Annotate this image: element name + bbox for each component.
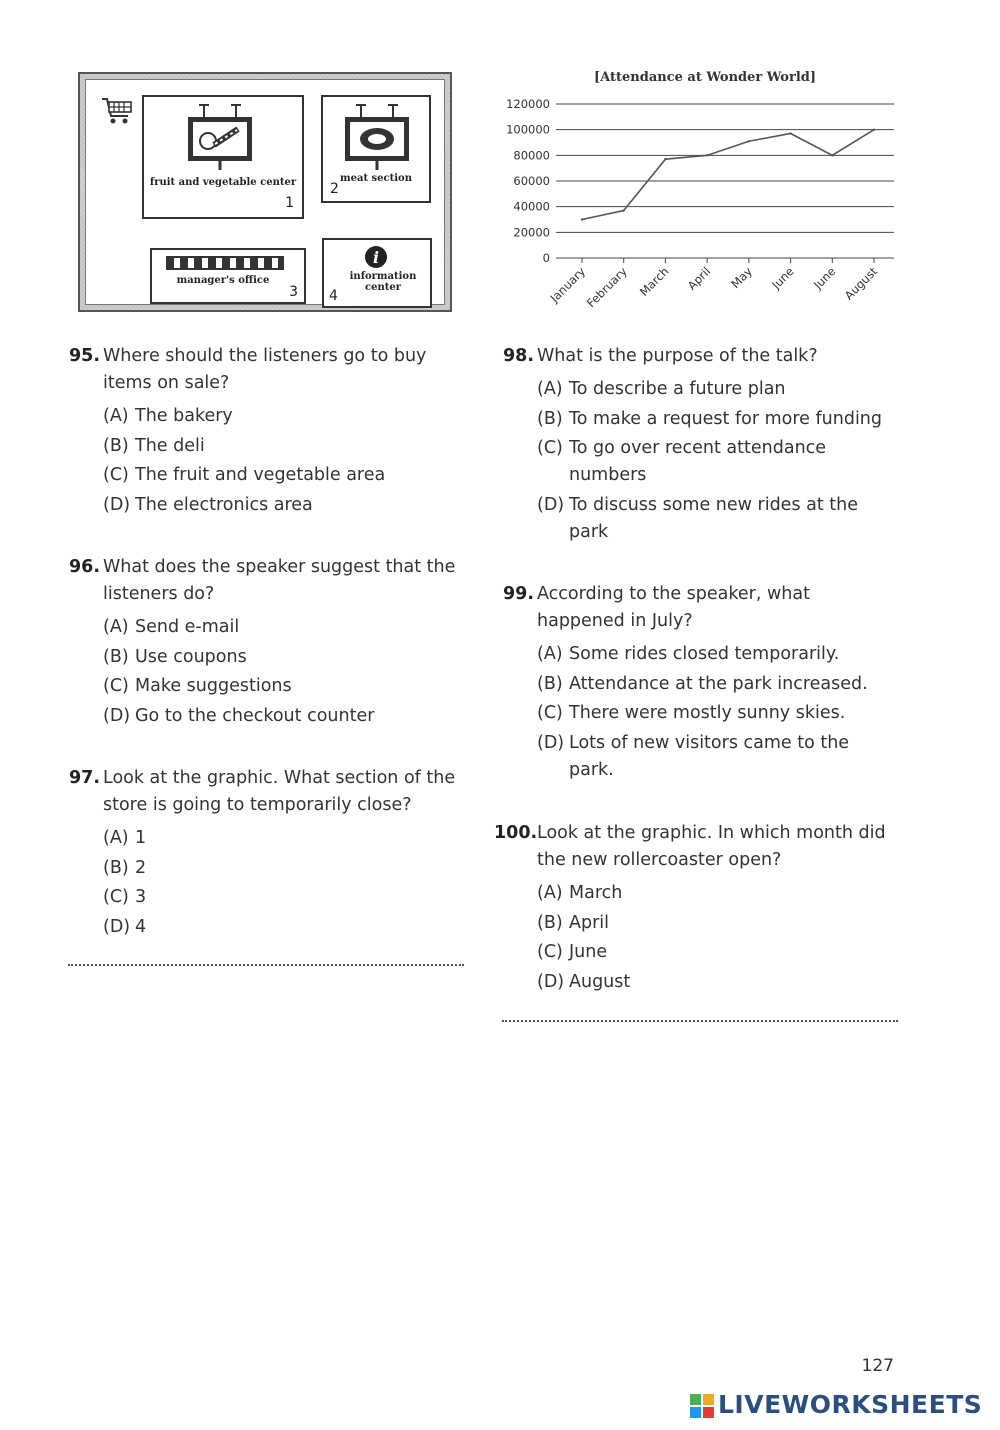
option-letter: (A) [537, 379, 563, 399]
information-center-section [322, 238, 432, 308]
x-tick-label: June [810, 264, 839, 292]
question-96 [69, 554, 463, 732]
data-point [623, 209, 625, 211]
option-text: 1 [135, 828, 147, 848]
option-text: Go to the checkout counter [135, 705, 375, 726]
answer-option[interactable] [537, 641, 897, 668]
option-letter: (C) [103, 465, 129, 485]
managers-office-section [150, 248, 306, 304]
option-letter: (C) [537, 438, 563, 458]
answer-option[interactable] [103, 644, 463, 671]
y-tick-label: 100000 [506, 122, 550, 137]
y-tick-label: 120000 [506, 97, 550, 111]
y-tick-label: 80000 [513, 148, 550, 163]
question-number: 97. [69, 768, 101, 788]
option-letter: (C) [103, 887, 129, 907]
liveworksheets-brand[interactable] [690, 1390, 990, 1422]
data-point [789, 132, 791, 134]
attendance-series-line [582, 130, 874, 220]
answer-option[interactable] [537, 376, 897, 403]
y-tick-label: 40000 [513, 199, 550, 214]
option-text: April [569, 912, 609, 933]
option-letter: (D) [103, 705, 131, 726]
x-tick-label: August [841, 264, 881, 303]
answer-option[interactable] [537, 969, 897, 996]
option-letter: (D) [103, 916, 131, 937]
data-point [581, 218, 583, 220]
option-text: 2 [135, 857, 147, 878]
section-number: 2 [330, 181, 339, 197]
option-text: The bakery [135, 406, 233, 426]
answer-option[interactable] [537, 406, 897, 433]
option-text: June [569, 942, 608, 962]
question-98 [503, 343, 897, 548]
question-text: According to the speaker, what happened in July? [537, 584, 810, 631]
data-point [831, 154, 833, 156]
section-number: 1 [285, 195, 294, 211]
option-letter: (A) [103, 406, 129, 426]
option-letter: (D) [537, 971, 565, 992]
answer-option[interactable] [537, 671, 897, 698]
option-text: The electronics area [135, 494, 313, 515]
option-letter: (A) [537, 644, 563, 664]
option-letter: (B) [537, 673, 563, 694]
option-letter: (A) [103, 828, 129, 848]
question-number: 100. [494, 823, 538, 843]
option-text: To describe a future plan [569, 379, 786, 399]
shopping-cart-icon [100, 96, 134, 126]
answer-option[interactable] [103, 462, 463, 489]
answer-option[interactable] [537, 730, 897, 784]
y-tick-label: 20000 [513, 225, 550, 240]
section-number: 3 [289, 284, 298, 300]
option-text: Make suggestions [135, 676, 292, 696]
fruit-vegetable-section [142, 95, 304, 219]
x-tick-label: June [769, 264, 797, 292]
data-point [706, 154, 708, 156]
option-text: There were mostly sunny skies. [569, 703, 846, 723]
liveworksheets-logo-icon [690, 1394, 714, 1418]
option-text: August [569, 971, 631, 992]
option-text: 4 [135, 916, 147, 937]
x-tick-label: April [684, 264, 714, 293]
answer-option[interactable] [103, 914, 463, 941]
option-letter: (D) [537, 494, 565, 515]
question-text: What is the purpose of the talk? [537, 346, 818, 366]
option-letter: (C) [103, 676, 129, 696]
answer-option[interactable] [103, 855, 463, 882]
option-letter: (B) [103, 646, 129, 667]
info-icon [364, 245, 388, 269]
y-tick-label: 60000 [513, 174, 550, 188]
option-text: March [569, 883, 623, 903]
option-text: To make a request for more funding [569, 408, 883, 429]
answer-option[interactable] [103, 403, 463, 430]
question-95 [69, 343, 463, 521]
answer-option[interactable] [103, 492, 463, 519]
question-number: 95. [69, 346, 101, 366]
section-label: manager's office [176, 275, 270, 286]
question-number: 98. [503, 346, 535, 366]
option-text: Send e-mail [135, 617, 240, 637]
section-label: meat section [340, 173, 412, 184]
answer-option[interactable] [103, 673, 463, 700]
section-divider [502, 1020, 898, 1022]
answer-option[interactable] [103, 825, 463, 852]
question-100 [494, 820, 897, 998]
option-letter: (A) [103, 617, 129, 637]
page-number: 127 [861, 1356, 894, 1376]
section-number: 4 [329, 288, 338, 304]
option-letter: (C) [537, 703, 563, 723]
section-label: fruit and vegetable center [149, 177, 297, 188]
option-text: To discuss some new rides at the park [569, 494, 858, 542]
answer-option[interactable] [537, 700, 897, 727]
answer-option[interactable] [103, 614, 463, 641]
brand-name: LIVEWORKSHEETS [718, 1390, 983, 1419]
option-text: Some rides closed temporarily. [569, 644, 840, 664]
option-letter: (A) [537, 883, 563, 903]
option-text: The deli [135, 435, 205, 456]
x-tick-label: February [583, 264, 630, 311]
option-text: The fruit and vegetable area [135, 465, 386, 485]
option-letter: (B) [103, 857, 129, 878]
svg-text:i: i [372, 248, 380, 267]
question-text: Where should the listeners go to buy items on sale? [103, 346, 427, 393]
section-divider [68, 964, 464, 966]
option-text: Lots of new visitors came to the park. [569, 732, 850, 780]
option-text: 3 [135, 887, 147, 907]
data-point [664, 158, 666, 160]
store-floor [85, 79, 445, 305]
question-text: Look at the graphic. In which month did the new rollercoaster open? [537, 823, 886, 870]
answer-option[interactable] [103, 703, 463, 730]
meat-section [321, 95, 431, 203]
answer-option[interactable] [537, 880, 897, 907]
x-tick-label: May [728, 264, 755, 291]
shop-awning-icon [166, 256, 284, 274]
option-text: Use coupons [135, 646, 247, 667]
answer-option[interactable] [103, 884, 463, 911]
option-letter: (C) [537, 942, 563, 962]
attendance-line-chart [490, 90, 910, 320]
answer-option[interactable] [537, 910, 897, 937]
store-map [78, 72, 452, 312]
option-text: To go over recent attendance numbers [569, 438, 827, 485]
x-tick-label: March [636, 264, 672, 299]
question-text: What does the speaker suggest that the listeners do? [103, 557, 456, 604]
fruit-vegetable-sign-icon [184, 103, 256, 171]
question-99 [503, 581, 897, 786]
question-number: 96. [69, 557, 101, 577]
option-letter: (D) [537, 732, 565, 753]
option-letter: (B) [103, 435, 129, 456]
chart-title: [Attendance at Wonder World] [593, 70, 816, 85]
data-point [873, 128, 875, 130]
answer-option[interactable] [103, 433, 463, 460]
option-letter: (B) [537, 408, 563, 429]
data-point [748, 140, 750, 142]
question-text: Look at the graphic. What section of the store is going to temporarily close? [103, 768, 456, 815]
answer-option[interactable] [537, 435, 897, 489]
section-label: information center [349, 271, 417, 293]
option-letter: (B) [537, 912, 563, 933]
answer-option[interactable] [537, 939, 897, 966]
meat-steak-sign-icon [341, 103, 413, 171]
question-97 [69, 765, 469, 943]
x-tick-label: January [547, 264, 589, 305]
option-letter: (D) [103, 494, 131, 515]
question-number: 99. [503, 584, 535, 604]
answer-option[interactable] [537, 492, 897, 546]
y-tick-label: 0 [542, 251, 550, 265]
option-text: Attendance at the park increased. [569, 673, 868, 694]
